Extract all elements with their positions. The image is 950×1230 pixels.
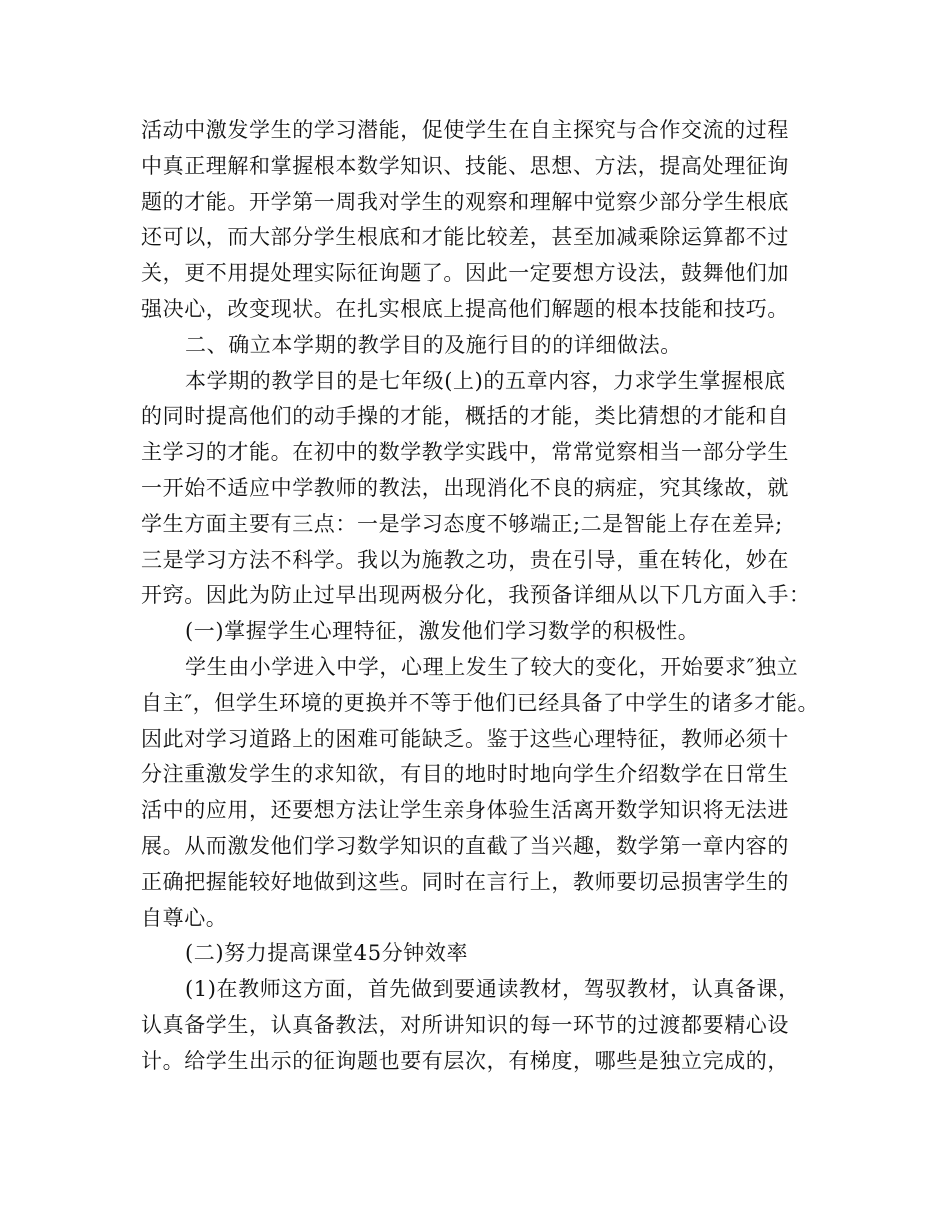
- text-line: 自尊心。: [141, 905, 228, 930]
- text-line: 题的才能。开学第一周我对学生的观察和理解中觉察少部分学生根底: [141, 189, 789, 214]
- text-line: 的同时提高他们的动手操的才能，概括的才能，类比猜想的才能和自: [141, 404, 789, 429]
- text-line: 正确把握能较好地做到这些。同时在言行上，教师要切忌损害学生的: [141, 869, 789, 894]
- text-line: 开窍。因此为防止过早出现两极分化，我预备详细从以下几方面入手：: [141, 583, 811, 608]
- paragraph-first-line: 二、确立本学期的教学目的及施行目的的详细做法。: [185, 332, 682, 357]
- document-body: [141, 113, 821, 1080]
- paragraph-first-line: (1)在教师这方面，首先做到要通读教材，驾驭教材，认真备课，: [185, 977, 800, 1002]
- text-line: 学生方面主要有三点：一是学习态度不够端正;二是智能上存在差异;: [141, 511, 783, 536]
- text-line: 自主″，但学生环境的更换并不等于他们已经具备了中学生的诸多才能。: [141, 690, 820, 715]
- text-line: 一开始不适应中学教师的教法，出现消化不良的病症，究其缘故，就: [141, 475, 789, 500]
- paragraph-first-line: 学生由小学进入中学，心理上发生了较大的变化，开始要求″独立: [185, 654, 799, 679]
- text-line: 展。从而激发他们学习数学知识的直截了当兴趣，数学第一章内容的: [141, 833, 789, 858]
- text-line: 分注重激发学生的求知欲，有目的地时时地向学生介绍数学在日常生: [141, 762, 789, 787]
- paragraph-first-line: (一)掌握学生心理特征，激发他们学习数学的积极性。: [185, 619, 700, 644]
- paragraph-first-line: (二)努力提高课堂45分钟效率: [185, 941, 469, 966]
- text-line: 关，更不用提处理实际征询题了。因此一定要想方设法，鼓舞他们加: [141, 261, 789, 286]
- text-line: 主学习的才能。在初中的数学教学实践中，常常觉察相当一部分学生: [141, 440, 789, 465]
- text-line: 三是学习方法不科学。我以为施教之功，贵在引导，重在转化，妙在: [141, 547, 789, 572]
- text-line: 还可以，而大部分学生根底和才能比较差，甚至加减乘除运算都不过: [141, 225, 789, 250]
- text-line: 活中的应用，还要想方法让学生亲身体验生活离开数学知识将无法进: [141, 798, 789, 823]
- paragraph-first-line: 本学期的教学目的是七年级(上)的五章内容，力求学生掌握根底: [185, 368, 786, 393]
- text-line: 认真备学生，认真备教法，对所讲知识的每一环节的过渡都要精心设: [141, 1012, 789, 1037]
- text-line: 中真正理解和掌握根本数学知识、技能、思想、方法，提高处理征询: [141, 153, 789, 178]
- text-line: 计。给学生出示的征询题也要有层次，有梯度，哪些是独立完成的，: [141, 1048, 789, 1073]
- text-line: 因此对学习道路上的困难可能缺乏。鉴于这些心理特征，教师必须十: [141, 726, 789, 751]
- text-line: 活动中激发学生的学习潜能，促使学生在自主探究与合作交流的过程: [141, 118, 789, 142]
- text-line: 强决心，改变现状。在扎实根底上提高他们解题的根本技能和技巧。: [141, 296, 789, 321]
